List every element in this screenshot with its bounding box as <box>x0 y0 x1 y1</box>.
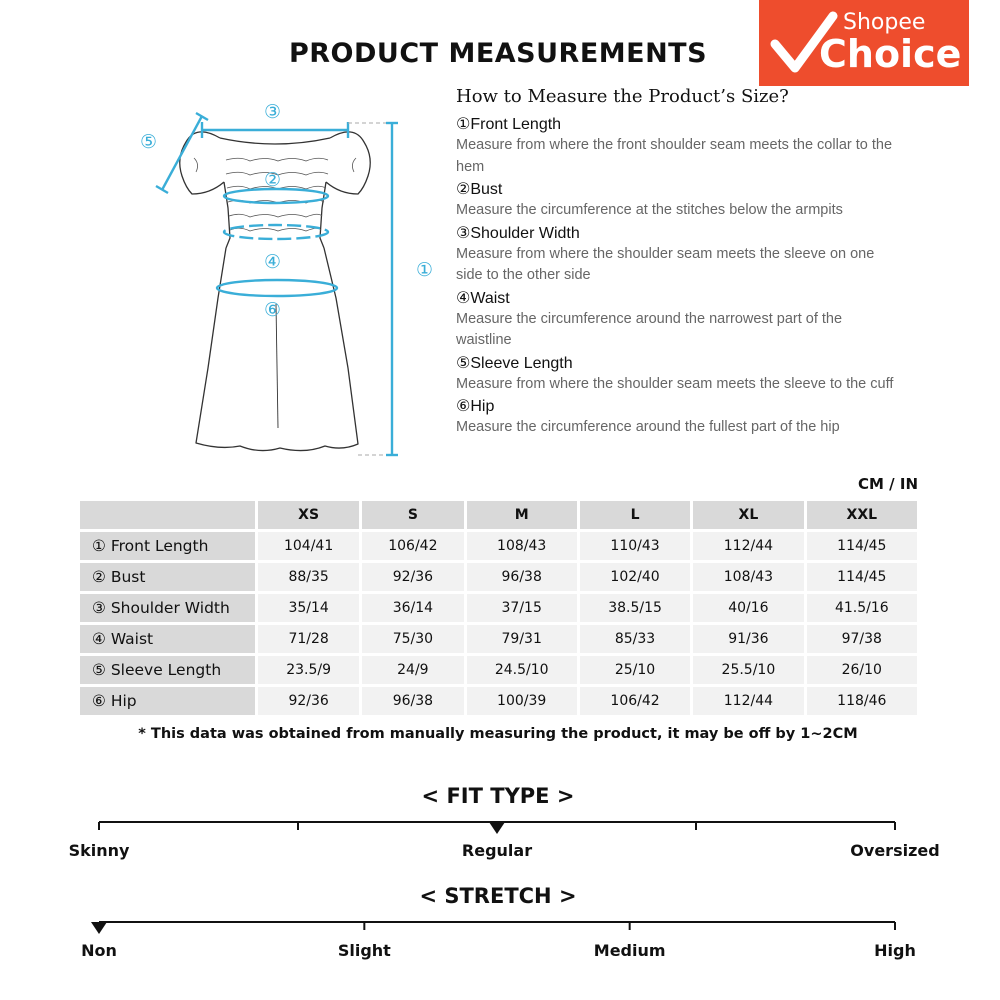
stretch-label: Non <box>81 941 117 960</box>
table-cell: 108/43 <box>693 563 803 591</box>
guide-item <box>456 289 896 352</box>
table-cell: 75/30 <box>362 625 463 653</box>
table-cell: 104/41 <box>258 532 359 560</box>
table-cell: 36/14 <box>362 594 463 622</box>
guide-item <box>456 224 896 287</box>
table-row <box>80 563 917 591</box>
guide-item-desc: Measure from where the shoulder seam meets the sleeve on one side to the other side <box>456 245 875 283</box>
stretch-title: < STRETCH > <box>419 884 577 908</box>
table-cell: 25/10 <box>580 656 690 684</box>
fit-type-marker <box>489 822 505 834</box>
table-cell: 112/44 <box>693 532 803 560</box>
guide-item-name: ⑥Hip <box>456 398 495 415</box>
badge-brand: Shopee <box>843 10 926 35</box>
diagram-marker-6: ⑥ <box>264 299 282 321</box>
size-table <box>77 498 920 718</box>
guide-item-desc: Measure the circumference at the stitches below the armpits <box>456 202 843 218</box>
table-row <box>80 532 917 560</box>
diagram-marker-5: ⑤ <box>140 131 158 153</box>
row-label: ③ Shoulder Width <box>80 594 255 622</box>
table-cell: 106/42 <box>580 687 690 715</box>
measurement-note: * This data was obtained from manually measuring the product, it may be off by 1~2CM <box>138 726 858 742</box>
table-cell: 96/38 <box>362 687 463 715</box>
guide-item-desc: Measure from where the shoulder seam meets the sleeve to the cuff <box>456 375 894 392</box>
size-column-header: M <box>467 501 577 529</box>
badge-product: Choice <box>819 32 962 76</box>
size-column-header: XS <box>258 501 359 529</box>
table-cell: 40/16 <box>693 594 803 622</box>
diagram-marker-3: ③ <box>264 101 282 123</box>
table-cell: 112/44 <box>693 687 803 715</box>
table-row <box>80 594 917 622</box>
guide-item-desc: Measure the circumference around the narrowest part of the waistline <box>456 310 843 348</box>
guide-item-name: ②Bust <box>456 181 503 198</box>
table-cell: 35/14 <box>258 594 359 622</box>
size-column-header: L <box>580 501 690 529</box>
table-cell: 37/15 <box>467 594 577 622</box>
diagram-marker-4: ④ <box>264 251 282 273</box>
page-title: PRODUCT MEASUREMENTS <box>288 38 708 69</box>
stretch-label: Medium <box>593 941 666 960</box>
row-label: ⑤ Sleeve Length <box>80 656 255 684</box>
row-label: ④ Waist <box>80 625 255 653</box>
row-label: ② Bust <box>80 563 255 591</box>
guide-item-desc: Measure the circumference around the fullest part of the hip <box>456 419 840 435</box>
row-label: ① Front Length <box>80 532 255 560</box>
table-row <box>80 687 917 715</box>
diagram-marker-2: ② <box>264 169 282 191</box>
table-cell: 92/36 <box>258 687 359 715</box>
guide-item <box>456 397 896 439</box>
size-column-header: XL <box>693 501 803 529</box>
table-cell: 91/36 <box>693 625 803 653</box>
guide-item <box>456 354 896 396</box>
table-cell: 25.5/10 <box>693 656 803 684</box>
table-cell: 41.5/16 <box>807 594 917 622</box>
table-cell: 96/38 <box>467 563 577 591</box>
stretch-label: Slight <box>337 941 391 960</box>
table-row <box>80 656 917 684</box>
stretch-scale <box>0 916 1000 956</box>
fit-type-title: < FIT TYPE > <box>421 784 575 808</box>
stretch-marker <box>91 922 107 934</box>
table-row <box>80 625 917 653</box>
table-cell: 102/40 <box>580 563 690 591</box>
table-cell: 88/35 <box>258 563 359 591</box>
fit-type-label: Oversized <box>850 841 940 860</box>
table-cell: 110/43 <box>580 532 690 560</box>
fit-type-label: Skinny <box>68 841 130 860</box>
guide-item <box>456 115 896 178</box>
guide-item-name: ③Shoulder Width <box>456 224 580 242</box>
guide-item <box>456 180 896 222</box>
table-cell: 108/43 <box>467 532 577 560</box>
table-cell: 26/10 <box>807 656 917 684</box>
stretch-label: High <box>874 941 916 960</box>
table-cell: 24.5/10 <box>467 656 577 684</box>
size-column-header: S <box>362 501 463 529</box>
table-cell: 85/33 <box>580 625 690 653</box>
table-cell: 114/45 <box>807 563 917 591</box>
guide-item-name: ④Waist <box>456 289 510 307</box>
size-column-header: XXL <box>807 501 917 529</box>
guide-item-name: ⑤Sleeve Length <box>456 354 573 372</box>
measure-guide <box>456 84 896 441</box>
guide-item-desc: Measure from where the front shoulder seam meets the collar to the hem <box>456 137 893 175</box>
table-cell: 38.5/15 <box>580 594 690 622</box>
table-cell: 23.5/9 <box>258 656 359 684</box>
table-cell: 71/28 <box>258 625 359 653</box>
diagram-marker-1: ① <box>416 259 434 281</box>
guide-title: How to Measure the Product’s Size? <box>456 86 789 107</box>
fit-type-label: Regular <box>461 841 533 860</box>
table-cell: 92/36 <box>362 563 463 591</box>
table-cell: 100/39 <box>467 687 577 715</box>
dress-diagram <box>130 98 450 468</box>
unit-label: CM / IN <box>858 475 918 493</box>
table-cell: 114/45 <box>807 532 917 560</box>
row-label: ⑥ Hip <box>80 687 255 715</box>
table-cell: 106/42 <box>362 532 463 560</box>
table-cell: 118/46 <box>807 687 917 715</box>
table-cell: 24/9 <box>362 656 463 684</box>
table-cell: 79/31 <box>467 625 577 653</box>
table-corner <box>80 501 255 529</box>
guide-item-name: ①Front Length <box>456 116 562 133</box>
table-cell: 97/38 <box>807 625 917 653</box>
